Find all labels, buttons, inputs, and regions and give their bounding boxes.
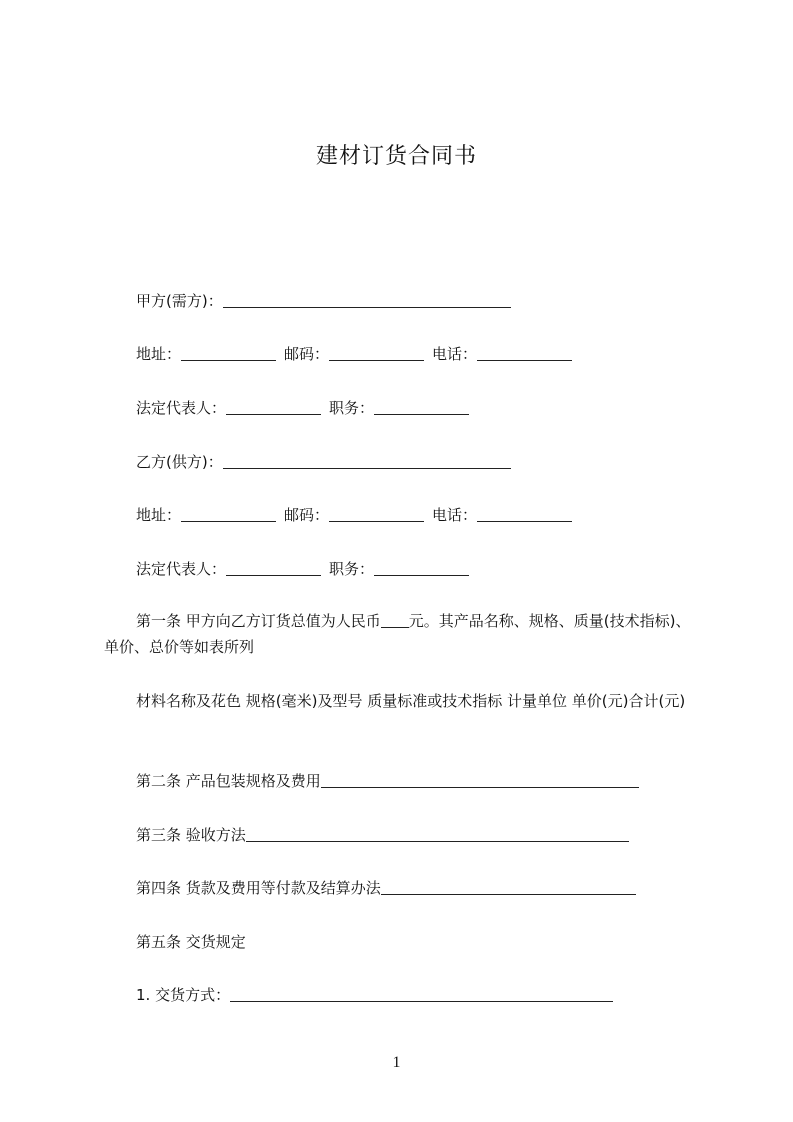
article-2-field[interactable]	[321, 773, 639, 788]
party-b-name-row	[136, 451, 511, 473]
party-a-address-field[interactable]	[181, 346, 276, 361]
party-a-address-label: 地址：	[136, 345, 182, 363]
party-a-phone-label: 电话：	[432, 345, 478, 363]
goods-table-header	[104, 688, 704, 714]
party-a-postcode-field[interactable]	[329, 346, 424, 361]
article-4-label: 第四条 货款及费用等付款及结算办法	[136, 879, 381, 897]
article-1-amount-field[interactable]	[381, 613, 409, 628]
page-number: 1	[392, 1054, 401, 1071]
party-b-rep-row	[136, 558, 469, 580]
article-3-row	[136, 824, 629, 846]
document-title: 建材订货合同书	[315, 144, 477, 169]
party-b-name-field[interactable]	[223, 454, 511, 469]
party-a-name-field[interactable]	[223, 293, 511, 308]
party-b-address-label: 地址：	[136, 506, 182, 524]
party-a-name-label: 甲方(需方)：	[136, 292, 223, 310]
party-a-contact-row	[136, 343, 572, 365]
article-1-prefix: 第一条 甲方向乙方订货总值为人民币	[136, 612, 381, 630]
party-b-contact-row	[136, 504, 572, 526]
article-2-row	[136, 770, 639, 792]
party-a-postcode-label: 邮码：	[284, 345, 330, 363]
party-a-rep-label: 法定代表人：	[136, 399, 227, 417]
party-b-position-field[interactable]	[374, 561, 469, 576]
article-2-label: 第二条 产品包装规格及费用	[136, 772, 321, 790]
party-b-postcode-label: 邮码：	[284, 506, 330, 524]
delivery-method-row	[136, 984, 613, 1006]
article-1-suffix: 元。其产品名称、规格、质量(技术指标)、单价、总价等如表所列	[104, 612, 691, 656]
article-4-row	[136, 877, 636, 899]
article-5-row	[136, 931, 246, 953]
party-b-phone-label: 电话：	[432, 506, 478, 524]
delivery-method-label: 1. 交货方式：	[136, 986, 231, 1004]
party-b-postcode-field[interactable]	[329, 507, 424, 522]
article-3-field[interactable]	[246, 827, 629, 842]
party-a-position-field[interactable]	[374, 400, 469, 415]
article-4-field[interactable]	[381, 880, 636, 895]
party-b-rep-field[interactable]	[226, 561, 321, 576]
article-3-label: 第三条 验收方法	[136, 826, 246, 844]
party-b-position-label: 职务：	[329, 560, 375, 578]
goods-table-header-text: 材料名称及花色 规格(毫米)及型号 质量标准或技术指标 计量单位 单价(元)合计(元)	[136, 692, 686, 710]
party-a-phone-field[interactable]	[477, 346, 572, 361]
article-1	[104, 608, 704, 660]
delivery-method-field[interactable]	[230, 987, 613, 1002]
party-a-rep-field[interactable]	[226, 400, 321, 415]
party-a-name-row	[136, 290, 511, 312]
article-5-label: 第五条 交货规定	[136, 933, 246, 951]
party-b-phone-field[interactable]	[477, 507, 572, 522]
party-b-name-label: 乙方(供方)：	[136, 453, 223, 471]
party-b-address-field[interactable]	[181, 507, 276, 522]
party-a-rep-row	[136, 397, 469, 419]
party-b-rep-label: 法定代表人：	[136, 560, 227, 578]
party-a-position-label: 职务：	[329, 399, 375, 417]
